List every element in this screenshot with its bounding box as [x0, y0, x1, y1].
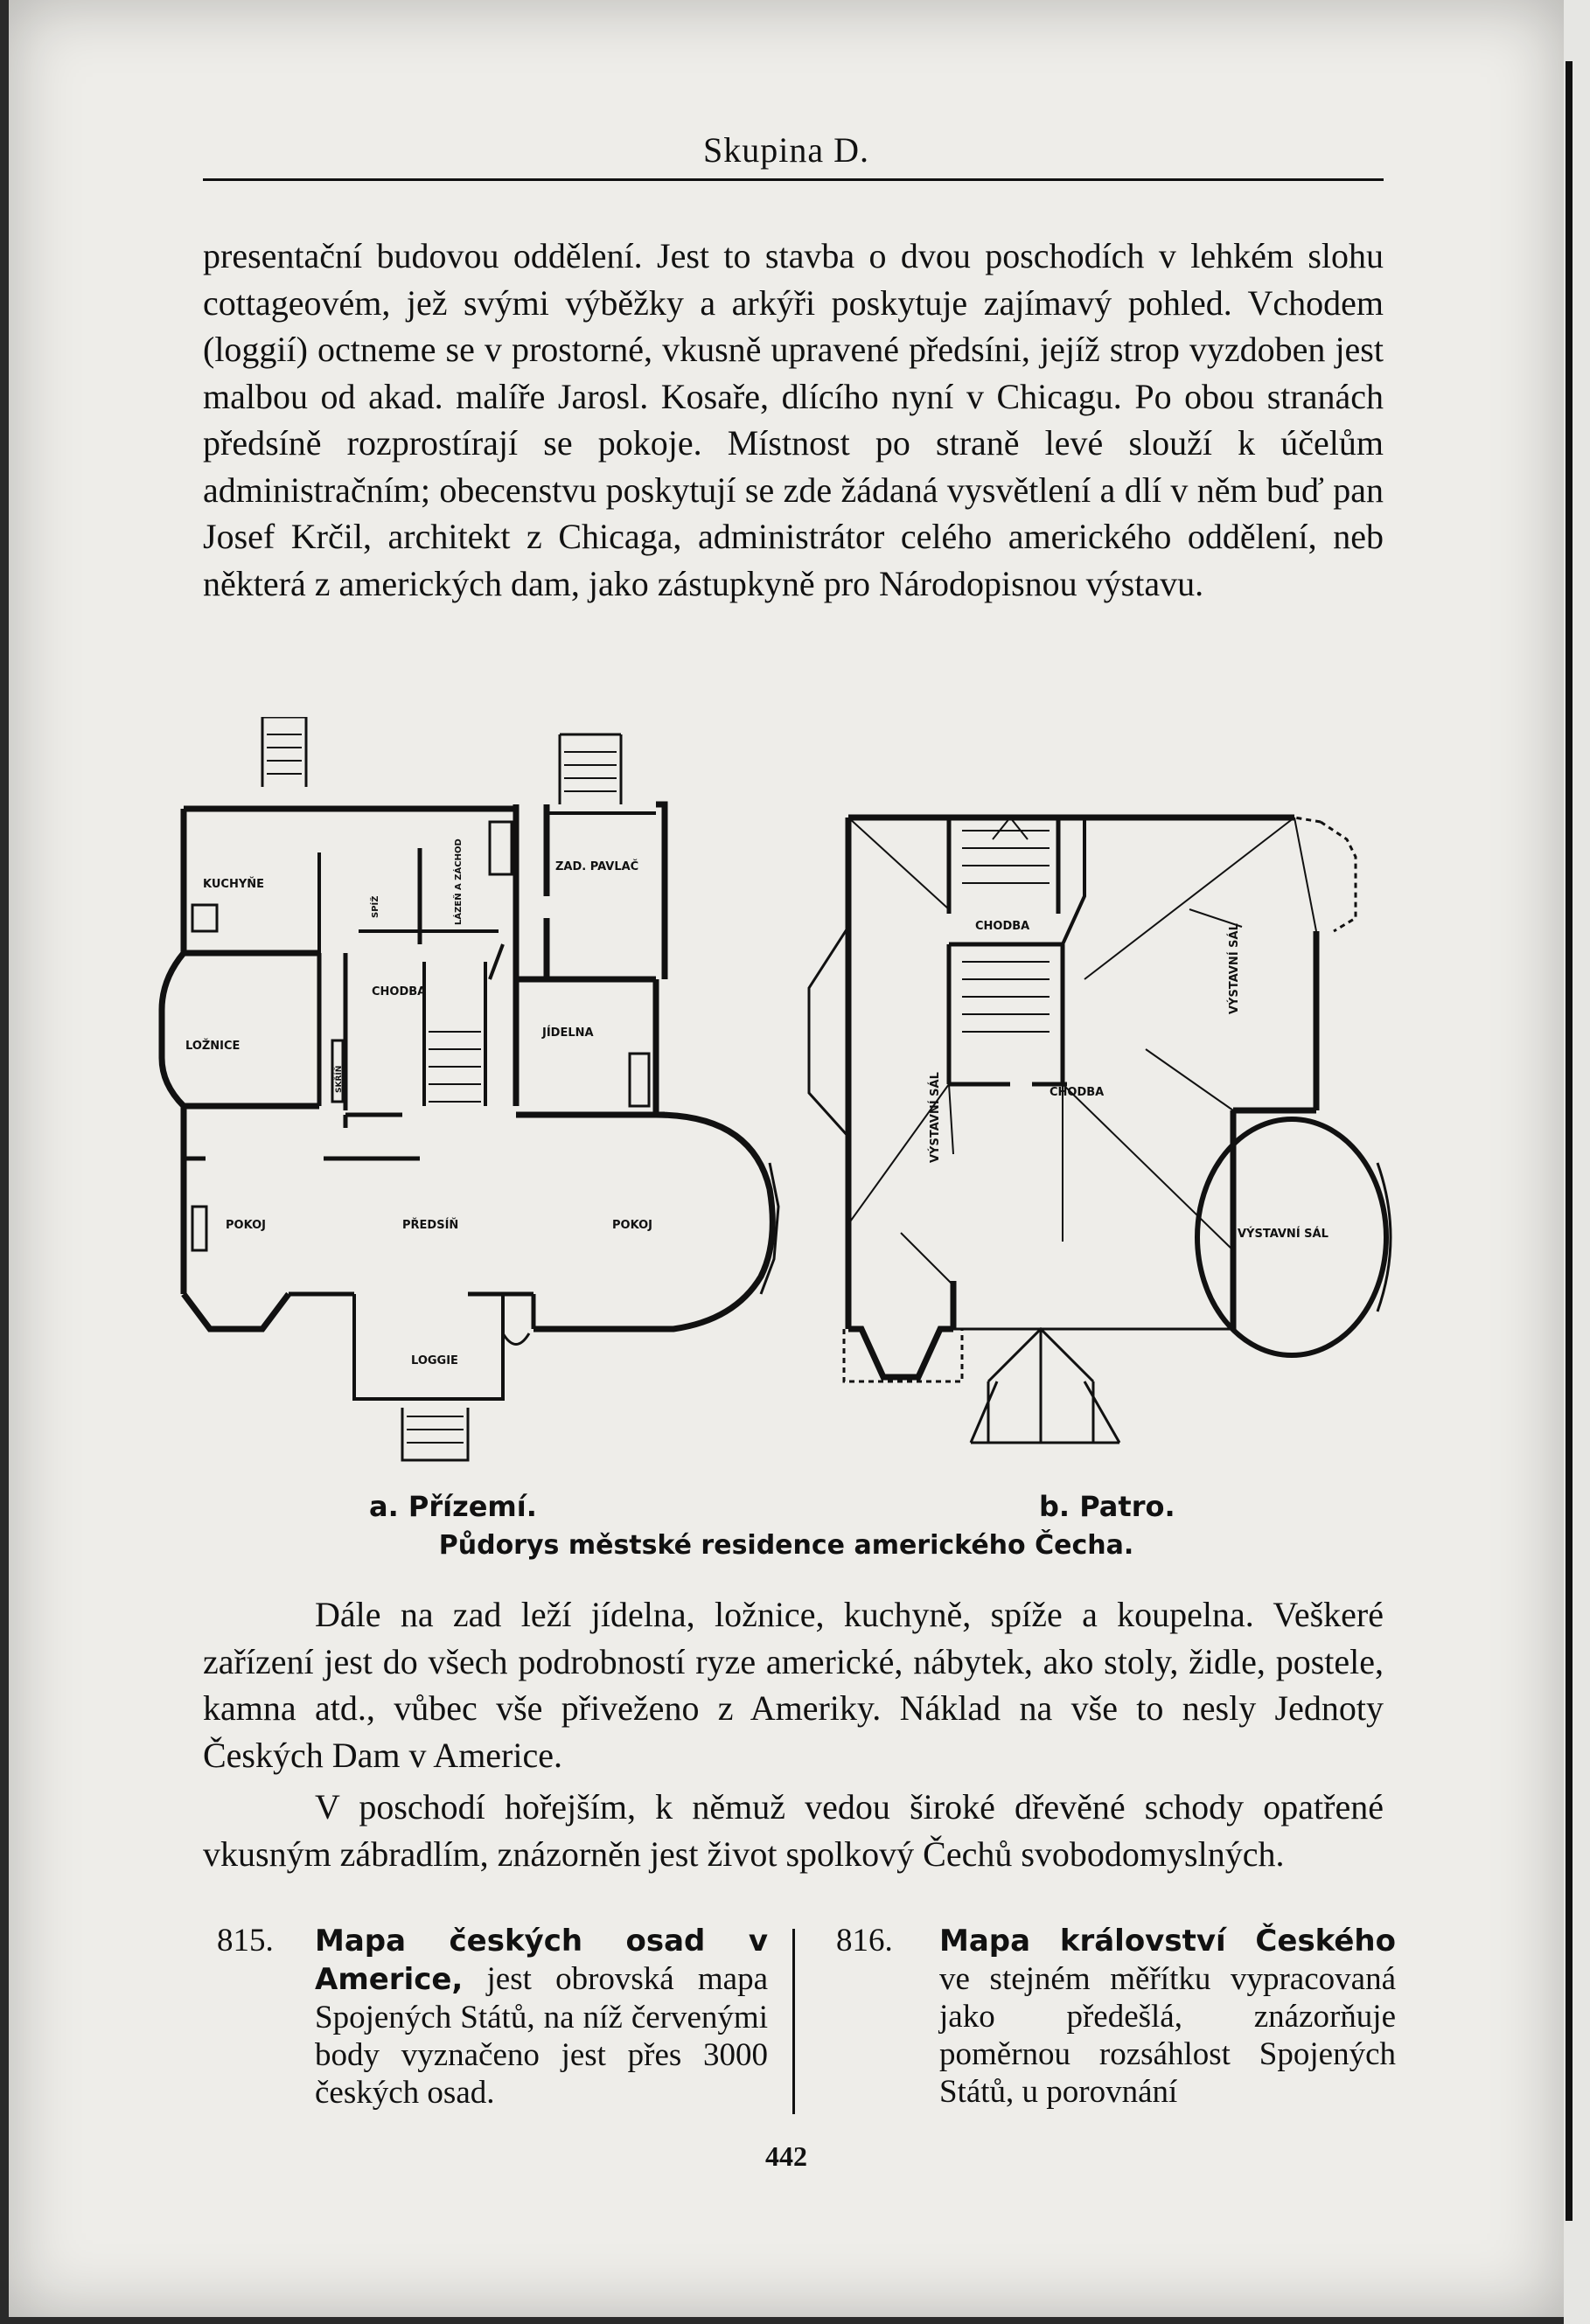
caption-upper-floor: b. Patro. [1039, 1490, 1175, 1523]
label-upper-corridor-top: CHODBA [975, 920, 1030, 933]
running-title: Skupina D. [703, 130, 869, 170]
paragraph-3: V poschodí hořejším, k němuž vedou široké dřevěné schody opatřené vkusným zábradlím, znázorněn jest život spolkový Čechů svobodomyslných. [203, 1787, 1384, 1874]
entry-title: Mapa království Českého [939, 1924, 1396, 1959]
column-divider [792, 1929, 795, 2114]
label-bath: LÁZEŇ A ZÁCHOD [454, 838, 464, 925]
entry-816 [836, 1922, 1396, 2123]
label-upper-hall-right-top: VÝSTAVNÍ SÁL [1228, 923, 1241, 1014]
entry-text: ve stejném měřítku vypracovaná jako předešlá, znázorňuje poměrnou rozsáhlost Spojených Států, u porovnání [939, 1961, 1396, 2110]
paragraph-1: presentační budovou oddělení. Jest to stavba o dvou poschodích v lehkém slohu cottageovém, jež svými výběžky a arkýři poskytuje zajímavý pohled. Vchodem (loggií) octneme se v prostorné, vkusně upravené předsíni, jejíž strop vyzdoben jest malbou od akad. malíře Jarosl. Kosaře, dlícího nyní v Chicagu. Po obou stranách předsíně rozprostírají se pokoje. Místnost po straně levé slouží k účelům administračním; obecenstvu poskytují se zde žádaná vysvětlení a dlí v něm buď pan Josef Krčil, architekt z Chicaga, administrátor celého amerického oddělení, neb některá z amerických dam, jako zástupkyně pro Národopisnou výstavu. [203, 236, 1384, 603]
label-room-left: POKOJ [226, 1219, 266, 1232]
label-room-right: POKOJ [612, 1219, 652, 1232]
label-upper-corridor-mid: CHODBA [1050, 1086, 1105, 1099]
label-loggia: LOGGIE [411, 1354, 458, 1367]
floor-plans-figure [157, 717, 1452, 1486]
entry-815 [217, 1922, 777, 2123]
caption-ground-floor: a. Přízemí. [369, 1490, 537, 1523]
label-upper-hall-right-round: VÝSTAVNÍ SÁL [1238, 1228, 1328, 1241]
paragraph-2: Dále na zad leží jídelna, ložnice, kuchyně, spíže a koupelna. Veškeré zařízení jest do všech podrobností ryze americké, nábytek, ako stoly, židle, postele, kamna atd., vůbec vše přiveženo z Ameriky. Náklad na vše to nesly Jednoty Českých Dam v Americe. [203, 1595, 1384, 1775]
label-closet: SKŘÍŇ [335, 1065, 344, 1093]
binding-rule [1566, 61, 1573, 2221]
ground-floor-plan [162, 717, 778, 1460]
label-upper-hall-left: VÝSTAVNÍ SÁL [929, 1072, 942, 1163]
book-page [9, 0, 1564, 2317]
label-dining: JÍDELNA [542, 1026, 594, 1040]
header-rule [203, 178, 1384, 181]
label-corridor: CHODBA [372, 985, 427, 998]
label-bedroom: LOŽNICE [185, 1040, 241, 1053]
entry-text: jest obrovská mapa Spojených Států, na níž červenými body vyznačeno jest přes 3000 českých osad. [315, 1961, 768, 2111]
entry-title: Mapa českých osad v Americe, [315, 1924, 768, 1997]
entry-body [315, 1922, 768, 2112]
label-back-porch: ZAD. PAVLAČ [555, 860, 639, 873]
upper-floor-plan [809, 818, 1391, 1443]
page-number: 442 [765, 2140, 807, 2172]
label-hall: PŘEDSÍŇ [402, 1219, 459, 1232]
label-kitchen: KUCHYŇE [203, 878, 264, 891]
upper-floor-labels [928, 920, 1328, 1241]
entry-number: 816. [836, 1923, 893, 1959]
label-pantry: SPÍŽ [371, 895, 380, 918]
entry-number: 815. [217, 1923, 274, 1959]
figure-caption: Půdorys městské residence amerického Čecha. [438, 1530, 1134, 1561]
entry-body [939, 1922, 1396, 2111]
